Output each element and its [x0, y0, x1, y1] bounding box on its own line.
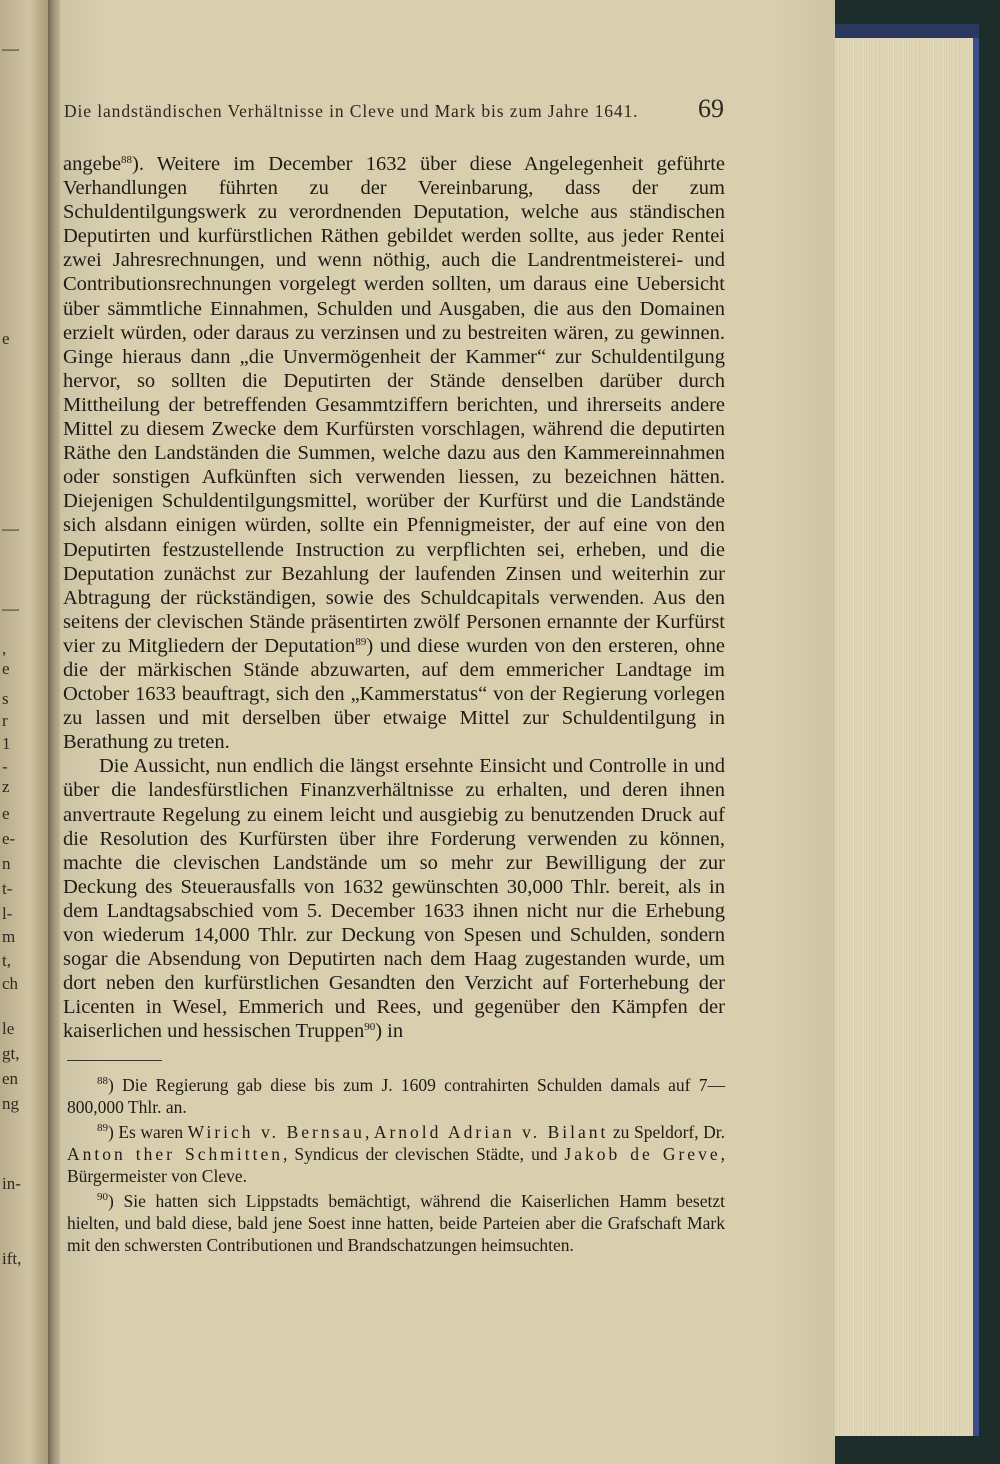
facing-page-fragment: — — [2, 599, 19, 618]
running-head: Die landständischen Verhältnisse in Cleve und Mark bis zum Jahre 1641. — [64, 101, 639, 121]
page-edges — [835, 38, 979, 1436]
text-run: ) Die Regierung gab diese bis zum J. 1609 contrahirten Schulden damals auf 7—800,000 Thlr. an. — [67, 1075, 725, 1117]
facing-page-fragment: 1 — [2, 734, 11, 753]
facing-page-fragment: - — [2, 757, 8, 776]
footnote-marker: 89 — [355, 635, 367, 648]
page-number: 69 — [698, 94, 724, 123]
text-run: ) und diese wurden von den ersteren, ohne die der märkischen Stände abzuwarten, auf dem emmericher Landtage im October 1633 beauftragt, sich den „Kammerstatus“ von der Regierung vorlegen zu lassen und mit derselben über etwaige Mittel zur Schuldentilgung in Berathung zu treten. — [63, 634, 725, 754]
text-run: Die Aussicht, nun endlich die längst ersehnte Einsicht und Controlle in und über die landesfürstlichen Finanzverhältnisse zu erhalten, und deren ihnen anvertraute Regelung zu einem leicht und ausgiebig zu benutzenden Druck auf die Resolution des Kurfürsten über ihre Forderung verwenden zu können, machte die clevischen Landstände um so mehr zur Bewilligung der zur Deckung des Steuerausfalls von 1632 gewünschten 30,000 Thlr. bereit, als in dem Landtagsabschied vom 5. December 1633 ihnen nicht nur die Erhebung von wiederum 14,000 Thlr. zur Deckung von Spesen und Schulden, sondern sogar die Absendung von Deputirten nach dem Haag zugestanden wurde, um dort neben den kurfürstlichen Gesandten den Verzicht auf Forterhebung der Licenten in Wesel, Emmerich und Rees, und gegenüber den Kämpfen der kaiserlichen und hessischen Truppen — [63, 755, 725, 1043]
text-run: ) Sie hatten sich Lippstadts bemächtigt, während die Kaiserlichen Hamm besetzt hielten, und bald diese, bald jene Soest inne hatten, beide Parteien aber die Grafschaft Mark mit den schwersten Contributionen und Brandschatzungen heimsuchten. — [67, 1191, 725, 1255]
text-run: , — [364, 1122, 374, 1142]
facing-page-fragment: — — [2, 519, 19, 538]
footnote-2 — [67, 1121, 725, 1187]
facing-page-fragment: — — [2, 39, 19, 58]
footnote-marker: 89 — [97, 1122, 108, 1134]
facing-page-fragment: m — [2, 927, 16, 946]
facing-page-fragment: gt, — [2, 1044, 20, 1063]
facing-page-fragment: in- — [2, 1174, 21, 1193]
book-cover-edge — [835, 24, 979, 38]
text-run: zu Speldorf, Dr. — [608, 1122, 725, 1142]
facing-page-fragment: t- — [2, 879, 13, 898]
facing-page-fragment: z — [2, 777, 10, 796]
facing-page-fragment: e — [2, 804, 10, 823]
facing-page-fragment: en — [2, 1069, 19, 1088]
facing-page-fragment: le — [2, 1019, 15, 1038]
paragraph-1 — [63, 152, 725, 754]
spaced-name: Anton ther Schmitten — [67, 1144, 284, 1164]
facing-page-fragment: t, — [2, 951, 11, 970]
text-run: ) in — [375, 1020, 404, 1043]
text-run: , Syndicus der clevischen Städte, und — [283, 1144, 565, 1164]
footnotes — [67, 1074, 725, 1259]
text-run: , Bürgermeister von Cleve. — [67, 1144, 725, 1186]
footnote-rule — [67, 1060, 162, 1061]
facing-page-fragment: , — [2, 639, 7, 658]
paragraph-2 — [63, 754, 725, 1043]
footnote-marker: 90 — [97, 1191, 108, 1203]
facing-page-fragment: ng — [2, 1094, 19, 1113]
facing-page-fragment: ch — [2, 974, 19, 993]
facing-page-fragment: ift, — [2, 1249, 22, 1268]
facing-page-fragment: l- — [2, 904, 13, 923]
main-text — [63, 152, 725, 1043]
footnote-3 — [67, 1190, 725, 1256]
spaced-name: Jakob de Greve — [564, 1144, 721, 1164]
footnote-marker: 90 — [364, 1021, 376, 1034]
footnote-marker: 88 — [97, 1075, 108, 1087]
text-run: ). Weitere im December 1632 über diese Angelegenheit geführte Verhandlungen führten zu der Vereinbarung, dass der zum Schuldentilgungswerk zu verordnenden Deputation, welche aus ständischen Deputirten und kurfürstlichen Räthen gebildet werden sollte, aus jeder Rentei zwei Jahresrechnungen, und wenn nöthig, auch die Landrentmeisterei- und Contributionsrechnungen vorgelegt werden sollten, um daraus eine Uebersicht über sämmtliche Einnahmen, Schulden und Ausgaben, die aus den Domainen erzielt würden, oder daraus zu verzinsen und zu bestreiten wären, zu gewinnen. Ginge hieraus dann „die Unvermögenheit der Kammer“ zur Schuldentilgung hervor, so sollten die Deputirten der Stände denselben darüber durch Mittheilung der betreffenden Gesammtziffern berichten, und ihrerseits andere Mittel zu diesem Zwecke dem Kurfürsten vorschlagen, während die deputirten Räthe den Landständen die Summen, welche dazu aus den Kammereinnahmen oder sonstigen Aufkünften sich verwenden liessen, zu bezeichnen hätten. Diejenigen Schuldentilgungsmittel, worüber der Kurfürst und die Landstände sich alsdann einigen würden, sollte ein Pfennigmeister, der auf eine von den Deputirten festzustellende Instruction zu verpflichten sei, erheben, und die Deputation zunächst zur Bezahlung der laufenden Zinsen und weiterhin zur Abtragung der rückständigen, sowie des Schuldcapitals verwenden. Aus den seitens der clevischen Stände präsentirten zwölf Personen ernannte der Kurfürst vier zu Mitgliedern der Deputation — [63, 153, 725, 657]
facing-page-fragment: n — [2, 854, 11, 873]
facing-page-fragment: e — [2, 659, 10, 678]
spaced-name: Arnold Adrian v. Bilant — [373, 1122, 609, 1142]
spaced-name: Wirich v. Bernsau — [187, 1122, 365, 1142]
facing-page-edge — [0, 0, 48, 1464]
facing-page-fragment: r — [2, 711, 8, 730]
facing-page-fragment: e — [2, 329, 10, 348]
facing-page-fragment: e- — [2, 829, 16, 848]
facing-page-fragment: s — [2, 689, 9, 708]
footnote-1 — [67, 1074, 725, 1118]
text-run: ) Es waren — [108, 1122, 188, 1142]
footnote-marker: 88 — [121, 154, 133, 166]
text-run: angebe — [63, 153, 122, 175]
